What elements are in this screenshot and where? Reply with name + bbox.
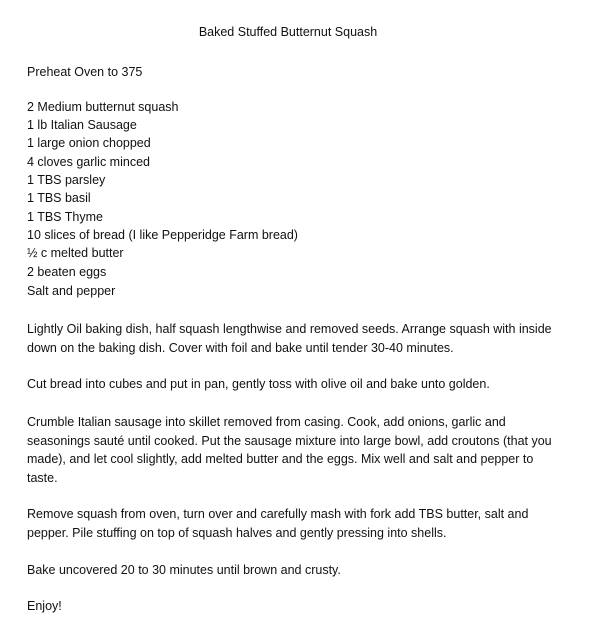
closing-note: Enjoy! — [27, 599, 62, 613]
ingredient-item: 2 Medium butternut squash — [27, 100, 179, 114]
instruction-step-bake — [27, 561, 547, 580]
ingredient-item: Salt and pepper — [27, 284, 116, 298]
instruction-line: Bake uncovered 20 to 30 minutes until brown and crusty. — [27, 563, 341, 577]
preheat-instruction: Preheat Oven to 375 — [27, 65, 143, 79]
instruction-step-mash — [27, 505, 547, 542]
ingredient-item: 1 TBS basil — [27, 191, 91, 205]
instruction-line: down on the baking dish. Cover with foil and bake until tender 30-40 minutes. — [27, 340, 454, 355]
ingredient-item: 1 TBS Thyme — [27, 210, 103, 224]
instruction-line: Crumble Italian sausage into skillet removed from casing. Cook, add onions, garlic and — [27, 415, 506, 429]
instruction-line: Remove squash from oven, turn over and carefully mash with fork add TBS butter, salt and — [27, 507, 529, 521]
instruction-step-sausage — [27, 413, 552, 487]
instruction-line: taste. — [27, 470, 58, 485]
ingredient-item: 1 TBS parsley — [27, 173, 106, 187]
ingredient-item: 1 large onion chopped — [27, 136, 151, 150]
ingredient-item: 10 slices of bread (I like Pepperidge Farm bread) — [27, 228, 298, 242]
ingredient-item: 4 cloves garlic minced — [27, 155, 150, 169]
instruction-line: Lightly Oil baking dish, half squash lengthwise and removed seeds. Arrange squash with inside — [27, 322, 552, 336]
instruction-line: seasonings sauté until cooked. Put the sausage mixture into large bowl, add croutons (that you — [27, 433, 552, 448]
ingredient-item: ½ c melted butter — [27, 246, 124, 260]
instruction-line: made), and let cool slightly, add melted butter and the eggs. Mix well and salt and pepper to — [27, 452, 534, 466]
instruction-step-oil-dish — [27, 320, 552, 357]
ingredient-item: 2 beaten eggs — [27, 265, 107, 279]
recipe-title: Baked Stuffed Butternut Squash — [198, 25, 378, 39]
ingredient-item: 1 lb Italian Sausage — [27, 118, 137, 132]
instruction-step-bread — [27, 375, 547, 394]
instruction-line: pepper. Pile stuffing on top of squash halves and gently pressing into shells. — [27, 525, 447, 540]
instruction-line: Cut bread into cubes and put in pan, gently toss with olive oil and bake unto golden. — [27, 377, 490, 391]
